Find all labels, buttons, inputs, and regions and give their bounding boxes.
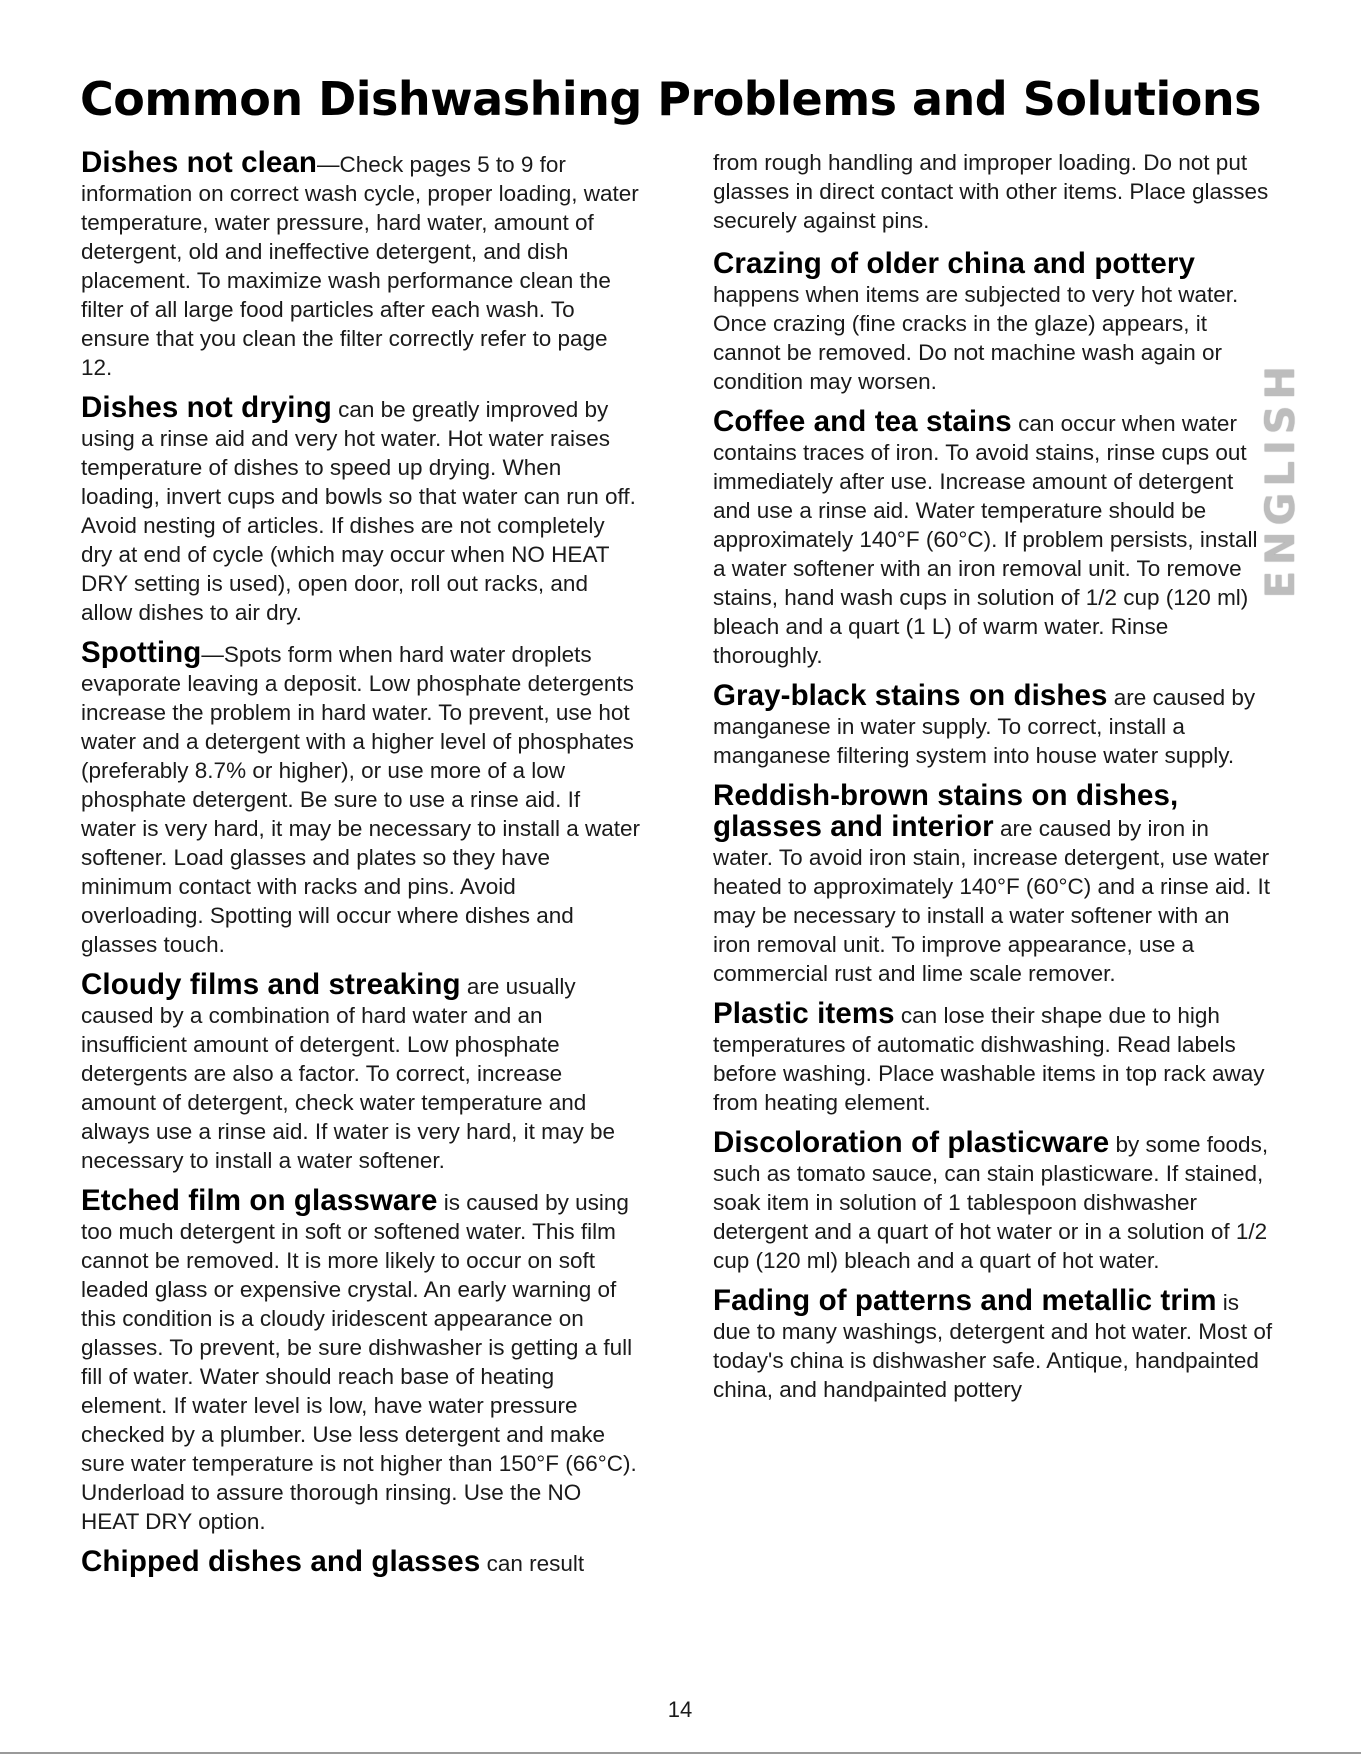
language-tab-label: ENGLISH	[1258, 359, 1304, 599]
problem-heading: Etched film on glassware	[81, 1184, 438, 1217]
continued-text: from rough handling and improper loading. Do not put glasses in direct contact with other items. Place glasses securely against pins.	[713, 150, 1269, 233]
problem-heading: Dishes not drying	[81, 391, 332, 424]
problem-heading: Discoloration of plasticware	[713, 1126, 1110, 1159]
problem-text: is due to many washings, detergent and hot water. Most of today's china is dishwasher safe. Antique, handpainted china, and handpainted pottery	[713, 1290, 1273, 1402]
problem-heading: Gray-black stains on dishes	[713, 679, 1108, 712]
problem-heading: Crazing of older china and pottery	[713, 247, 1195, 280]
problem-text: are usually caused by a combination of hard water and an insufficient amount of detergent. Low phosphate detergents are also a factor. To correct, increase amount of detergent, check water temperature and always use a rinse aid. If water is very hard, it may be necessary to install a water softener.	[81, 974, 615, 1173]
page-title: Common Dishwashing Problems and Solutions	[80, 72, 1261, 126]
bottom-rule	[0, 1752, 1361, 1754]
language-side-tab	[1258, 346, 1304, 612]
problem-heading: Coffee and tea stains	[713, 405, 1012, 438]
problem-text: can lose their shape due to high temperatures of automatic dishwashing. Read labels before washing. Place washable items in top rack away from heating element.	[713, 1003, 1265, 1115]
problem-text: —Spots form when hard water droplets evaporate leaving a deposit. Low phosphate detergents increase the problem in hard water. To prevent, use hot water and a detergent with a higher level of phosphates (preferably 8.7% or higher), or use more of a low phosphate detergent. Be sure to use a rinse aid. If water is very hard, it may be necessary to install a water softener. Load glasses and plates so they have minimum contact with racks and pins. Avoid overloading. Spotting will occur where dishes and glasses touch.	[81, 642, 640, 957]
problem-entry-crazing	[713, 249, 1273, 396]
problem-text: can result	[480, 1551, 585, 1576]
problem-heading: Dishes not clean	[81, 146, 318, 179]
right-column	[713, 148, 1273, 1415]
problem-entry-reddish-brown-stains	[713, 781, 1273, 988]
problem-text: happens when items are subjected to very hot water. Once crazing (fine cracks in the glaze) appears, it cannot be removed. Do not machine wash again or condition may worsen.	[713, 282, 1239, 394]
problem-heading: Chipped dishes and glasses	[81, 1545, 481, 1578]
problem-entry-coffee-tea-stains	[713, 407, 1273, 670]
problem-entry-spotting	[81, 638, 641, 959]
problem-text: can be greatly improved by using a rinse aid and very hot water. Hot water raises temperature of dishes to speed up drying. When loading, invert cups and bowls so that water can run off. Avoid nesting of articles. If dishes are not completely dry at end of cycle (which may occur when NO HEAT DRY setting is used), open door, roll out racks, and allow dishes to air dry.	[81, 397, 636, 625]
problem-entry-chipped-dishes	[81, 1547, 641, 1578]
problem-entry-plastic-items	[713, 999, 1273, 1117]
problem-entry-discoloration-plasticware	[713, 1128, 1273, 1275]
problem-text: —Check pages 5 to 9 for information on correct wash cycle, proper loading, water temperature, water pressure, hard water, amount of detergent, old and ineffective detergent, and dish placement. To maximize wash performance clean the filter of all large food particles after each wash. To ensure that you clean the filter correctly refer to page 12.	[81, 152, 639, 380]
problem-heading: Spotting	[81, 636, 202, 669]
problem-heading: Cloudy films and streaking	[81, 968, 461, 1001]
problem-heading: Reddish-brown stains on dishes, glasses and interior	[713, 779, 1179, 843]
left-column	[81, 148, 641, 1589]
problem-entry-fading-patterns	[713, 1286, 1273, 1404]
problem-entry-dishes-not-clean	[81, 148, 641, 382]
problem-entry-gray-black-stains	[713, 681, 1273, 770]
problem-entry-cloudy-films	[81, 970, 641, 1175]
problem-heading: Plastic items	[713, 997, 895, 1030]
problem-heading: Fading of patterns and metallic trim	[713, 1284, 1217, 1317]
problem-text: are caused by iron in water. To avoid iron stain, increase detergent, use water heated to approximately 140°F (60°C) and a rinse aid. It may be necessary to install a water softener with an iron removal unit. To improve appearance, use a commercial rust and lime scale remover.	[713, 816, 1271, 986]
problem-text: can occur when water contains traces of iron. To avoid stains, rinse cups out immediately after use. Increase amount of detergent and use a rinse aid. Water temperature should be approximately 140°F (60°C). If problem persists, install a water softener with an iron removal unit. To remove stains, hand wash cups in solution of 1/2 cup (120 ml) bleach and a quart (1 L) of warm water. Rinse thoroughly.	[713, 411, 1258, 668]
page-number: 14	[667, 1697, 693, 1722]
problem-entry-etched-film	[81, 1186, 641, 1536]
problem-text: are caused by manganese in water supply. To correct, install a manganese filtering system into house water supply.	[713, 685, 1256, 768]
problem-entry-dishes-not-drying	[81, 393, 641, 627]
problem-text: is caused by using too much detergent in soft or softened water. This film cannot be removed. It is more likely to occur on soft leaded glass or expensive crystal. An early warning of this condition is a cloudy iridescent appearance on glasses. To prevent, be sure dishwasher is getting a full fill of water. Water should reach base of heating element. If water level is low, have water pressure checked by a plumber. Use less detergent and make sure water temperature is not higher than 150°F (66°C). Underload to assure thorough rinsing. Use the NO HEAT DRY option.	[81, 1190, 637, 1534]
problem-text: by some foods, such as tomato sauce, can stain plasticware. If stained, soak item in solution of 1 tablespoon dishwasher detergent and a quart of hot water or in a solution of 1/2 cup (120 ml) bleach and a quart of hot water.	[713, 1132, 1269, 1273]
